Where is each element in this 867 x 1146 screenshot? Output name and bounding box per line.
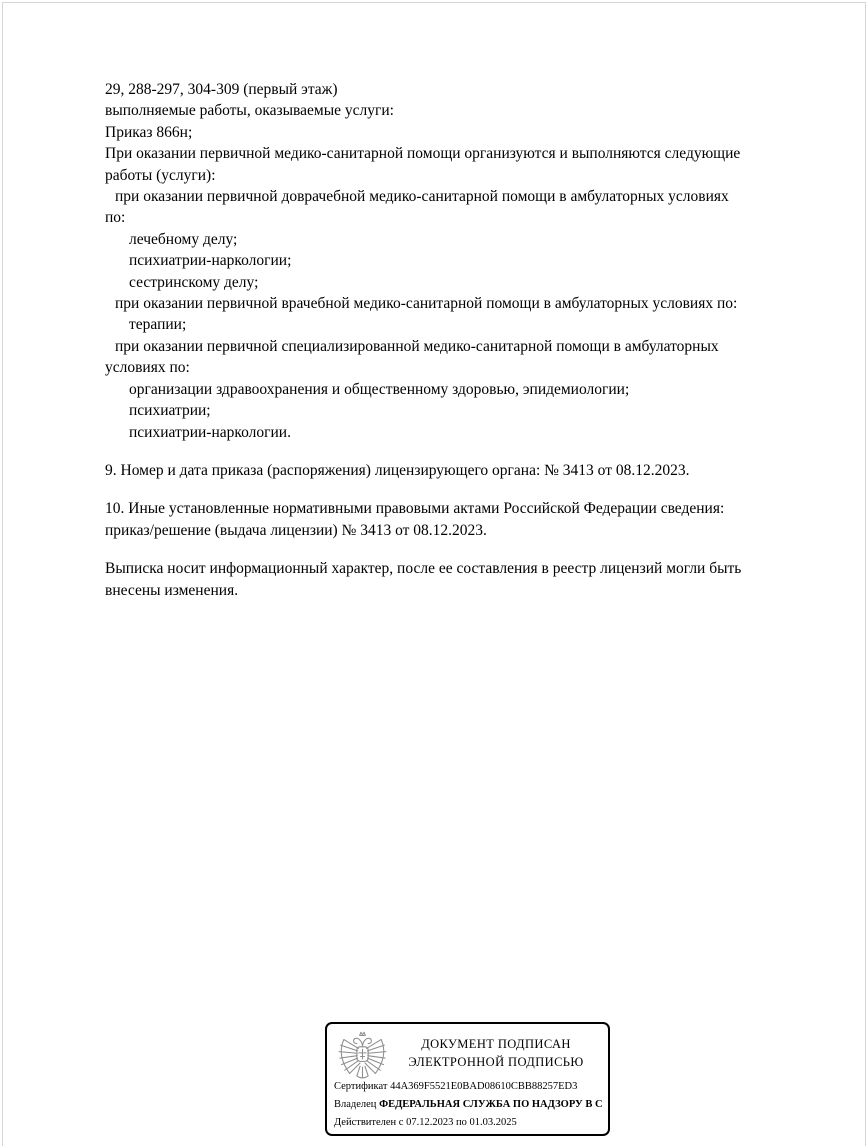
- signature-title-line1: ДОКУМЕНТ ПОДПИСАН: [421, 1037, 571, 1051]
- signature-stamp: [325, 1022, 610, 1136]
- text-line: терапии;: [129, 316, 187, 334]
- signature-title-line2: ЭЛЕКТРОННОЙ ПОДПИСЬЮ: [408, 1054, 584, 1069]
- text-line: организации здравоохранения и общественному здоровью, эпидемиологии;: [129, 380, 630, 398]
- text-line: 29, 288-297, 304-309 (первый этаж): [105, 81, 338, 98]
- text-line: сестринскому делу;: [129, 273, 259, 291]
- text-line: работы (услуги):: [105, 166, 216, 184]
- document-page: [2, 2, 866, 1146]
- owner-value: ФЕДЕРАЛЬНАЯ СЛУЖБА ПО НАДЗОРУ В С: [379, 1099, 603, 1110]
- text-line: приказ/решение (выдача лицензии) № 3413 от 08.12.2023.: [105, 521, 487, 539]
- text-line: психиатрии;: [129, 402, 211, 420]
- certificate-value: 44A369F5521E0BAD08610CBB88257ED3: [390, 1081, 578, 1092]
- text-line: психиатрии-наркологии.: [129, 423, 291, 441]
- text-line: при оказании первичной врачебной медико-санитарной помощи в амбулаторных условиях по:: [115, 295, 738, 313]
- owner-line: [334, 1099, 603, 1110]
- text-line: Приказ 866н;: [105, 123, 193, 141]
- text-line: психиатрии-наркологии;: [129, 252, 292, 270]
- owner-label: Владелец: [334, 1099, 377, 1110]
- text-line: 10. Иные установленные нормативными правовыми актами Российской Федерации сведения:: [105, 500, 725, 518]
- certificate-label: Сертификат: [334, 1081, 388, 1092]
- text-line: внесены изменения.: [105, 581, 239, 599]
- text-line: при оказании первичной специализированной медико-санитарной помощи в амбулаторных: [115, 337, 719, 355]
- document-body: [105, 79, 821, 601]
- text-line: лечебному делу;: [129, 230, 238, 248]
- text-line: При оказании первичной медико-санитарной помощи организуются и выполняются следующие: [105, 145, 741, 163]
- validity-line: Действителен с 07.12.2023 по 01.03.2025: [334, 1117, 517, 1128]
- text-line: по:: [105, 209, 126, 227]
- text-line: Выписка носит информационный характер, после ее составления в реестр лицензий могли быть: [105, 560, 742, 578]
- text-line: при оказании первичной доврачебной медико-санитарной помощи в амбулаторных условиях: [115, 188, 729, 206]
- certificate-line: [334, 1081, 577, 1092]
- text-line: 9. Номер и дата приказа (распоряжения) лицензирующего органа: № 3413 от 08.12.2023.: [105, 461, 690, 479]
- text-line: условиях по:: [105, 359, 190, 377]
- double-headed-eagle-emblem-icon: [338, 1029, 387, 1084]
- signature-title: [389, 1036, 603, 1071]
- text-line: выполняемые работы, оказываемые услуги:: [105, 102, 394, 120]
